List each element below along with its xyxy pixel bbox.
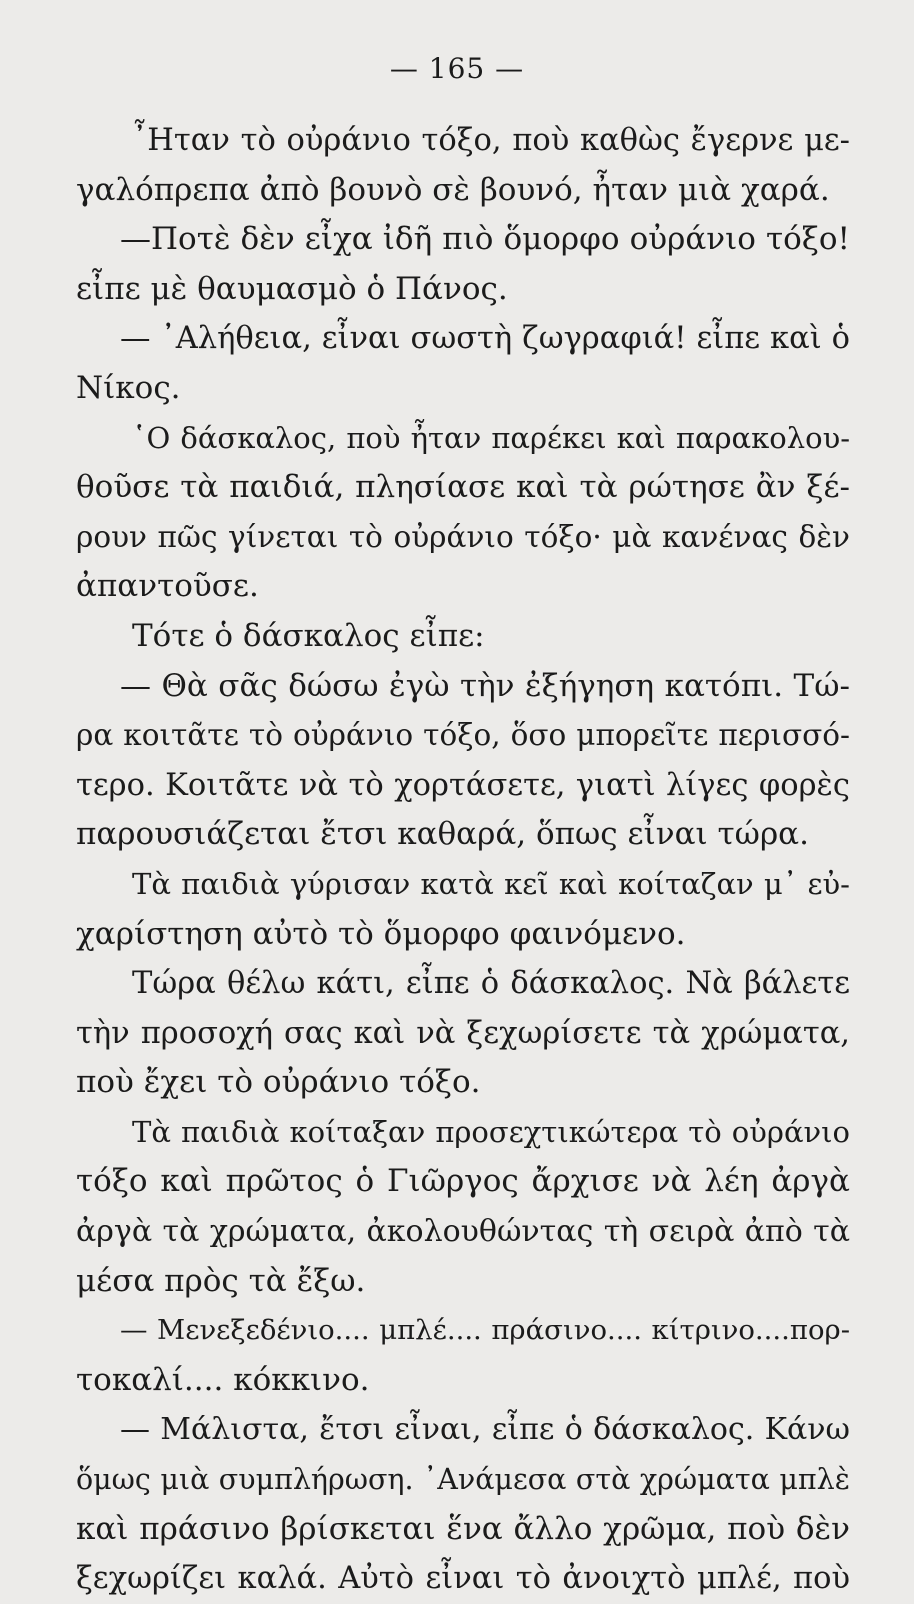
text-line: ῏Ηταν τὸ οὐράνιο τόξο, ποὺ καθὼς ἔγερνε με- (132, 123, 850, 158)
text-line: μέσα πρὸς τὰ ἔξω. (76, 1262, 366, 1299)
text-line: Τὰ παιδιὰ γύρισαν κατὰ κεῖ καὶ κοίταζαν μ᾿ εὐ- (132, 866, 850, 901)
text-line: Τότε ὁ δάσκαλος εἶπε: (132, 617, 485, 654)
text-line: καὶ πράσινο βρίσκεται ἕνα ἄλλο χρῶμα, ποὺ δὲν (76, 1510, 850, 1547)
text-line: — ᾿Αλήθεια, εἶναι σωστὴ ζωγραφιά! εἶπε καὶ ὁ (120, 321, 850, 357)
text-line: γαλόπρεπα ἀπὸ βουνὸ σὲ βουνό, ἦταν μιὰ χαρά. (76, 171, 830, 208)
text-line: χαρίστηση αὐτὸ τὸ ὅμορφο φαινόμενο. (76, 915, 686, 952)
text-line: —Ποτὲ δὲν εἶχα ἰδῆ πιὸ ὅμορφο οὐράνιο τόξο! (120, 221, 850, 258)
text-line: τὴν προσοχή σας καὶ νὰ ξεχωρίσετε τὰ χρώματα, (76, 1015, 850, 1051)
text-line: — Μενεξεδένιο.... μπλέ.... πράσινο.... κίτρινο....πορ- (120, 1314, 850, 1347)
text-line: τερο. Κοιτᾶτε νὰ τὸ χορτάσετε, γιατὶ λίγες φορὲς (76, 767, 850, 803)
text-line: ῾Ο δάσκαλος, ποὺ ἦταν παρέκει καὶ παρακολου- (132, 420, 850, 455)
text-line: ρα κοιτᾶτε τὸ οὐράνιο τόξο, ὅσο μπορεῖτε περισσό- (76, 718, 850, 753)
text-line: ρουν πῶς γίνεται τὸ οὐράνιο τόξο· μὰ κανένας δὲν (76, 519, 850, 554)
page-number: — 165 — (389, 52, 525, 85)
text-line: ποὺ ἔχει τὸ οὐράνιο τόξο. (76, 1064, 481, 1101)
text-line: — Θὰ σᾶς δώσω ἐγὼ τὴν ἐξήγηση κατόπι. Τώ- (120, 667, 850, 704)
text-line: Τώρα θέλω κάτι, εἶπε ὁ δάσκαλος. Νὰ βάλετε (132, 966, 850, 1002)
text-line: τόξο καὶ πρῶτος ὁ Γιῶργος ἄρχισε νὰ λέη ἀργὰ (76, 1163, 850, 1200)
text-line: ὅμως μιὰ συμπλήρωση. ᾿Ανάμεσα στὰ χρώματα μπλὲ (76, 1463, 850, 1497)
text-line: παρουσιάζεται ἔτσι καθαρά, ὅπως εἶναι τώρα. (76, 816, 809, 853)
text-line: Νίκος. (76, 369, 181, 406)
text-line: θοῦσε τὰ παιδιά, πλησίασε καὶ τὰ ρώτησε ἂν ξέ- (76, 469, 850, 506)
body-text (76, 116, 850, 1604)
text-line: ἀργὰ τὰ χρώματα, ἀκολουθώντας τὴ σειρὰ ἀπὸ τὰ (76, 1214, 850, 1250)
text-line: εἶπε μὲ θαυμασμὸ ὁ Πάνος. (76, 270, 508, 307)
text-line: — Μάλιστα, ἔτσι εἶναι, εἶπε ὁ δάσκαλος. Κάνω (120, 1412, 850, 1448)
text-line: ξεχωρίζει καλά. Αὐτὸ εἶναι τὸ ἀνοιχτὸ μπλέ, ποὺ (76, 1561, 850, 1597)
text-line: τοκαλί.... κόκκινο. (76, 1361, 370, 1398)
text-line: Τὰ παιδιὰ κοίταξαν προσεχτικώτερα τὸ οὐράνιο (132, 1114, 850, 1149)
text-line: ἀπαντοῦσε. (76, 568, 259, 605)
